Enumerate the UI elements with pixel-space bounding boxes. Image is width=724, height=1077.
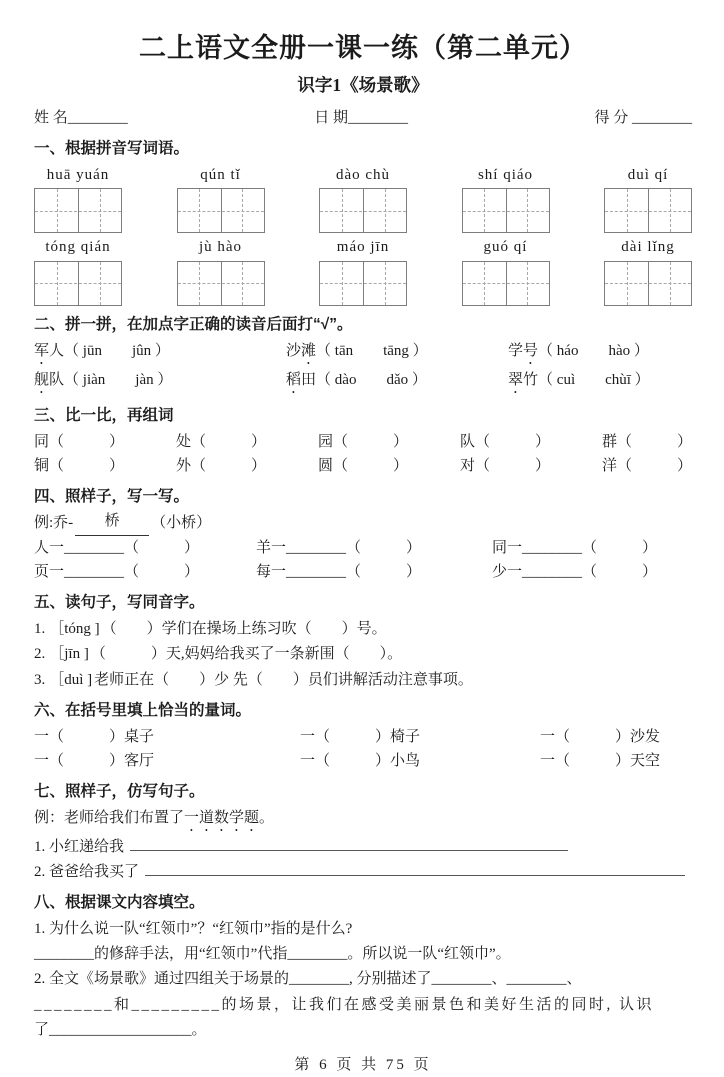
item-head: 人一 <box>34 539 65 556</box>
pinyin-label: duì qí <box>627 167 669 184</box>
paren-blank: （ ） <box>124 539 200 556</box>
noun: 椅子 <box>390 728 421 745</box>
pinyin-options: （ jūn jûn ） <box>64 342 170 359</box>
prefix-one: 一 <box>300 728 316 745</box>
score-field <box>594 107 692 130</box>
page-footer: 第 6 页 共 75 页 <box>294 1057 432 1074</box>
pinyin-options: （ cuì chùī ） <box>538 371 650 388</box>
write-line <box>130 836 568 851</box>
section2-row-1 <box>34 340 692 368</box>
word-build-item <box>602 431 692 454</box>
fill-in-line: ________和_________的场景，让我们在感受美丽景色和美好生活的同时, 认识 <box>34 996 655 1013</box>
pinyin-key: ［tóng ] <box>49 621 100 638</box>
char-add-item <box>492 561 657 584</box>
measure-word-item <box>540 750 660 773</box>
dotted-char: 稻 <box>286 371 302 388</box>
pinyin-item <box>177 236 265 305</box>
item-head: 羊一 <box>256 539 287 556</box>
pinyin-label: guó qí <box>483 239 528 256</box>
date-label: 日 期 <box>314 109 348 126</box>
char-add-item <box>34 537 256 560</box>
pronunciation-item <box>508 340 649 368</box>
paren-blank: （ ） <box>582 563 658 580</box>
pinyin-key: ［jīn ] <box>49 646 89 663</box>
section7-example <box>34 807 692 835</box>
char: 外 <box>175 458 191 475</box>
prefix-one: 一 <box>540 728 556 745</box>
word-build-item <box>602 455 692 478</box>
word-char: 人 <box>49 342 65 359</box>
pinyin-item <box>34 236 122 305</box>
writing-grid <box>319 188 407 233</box>
paren-blank: （ ） <box>474 458 550 475</box>
score-blank: ________ <box>631 109 692 126</box>
dotted-char: 翠 <box>508 371 524 388</box>
measure-word-item <box>300 750 540 773</box>
pinyin-item <box>462 164 550 233</box>
prefix-one: 一 <box>300 753 316 770</box>
sentence-starter: 爸爸给我买了 <box>49 863 140 880</box>
item-head: 少一 <box>492 563 523 580</box>
blank: ________ <box>286 539 347 556</box>
measure-word-item <box>540 726 660 749</box>
sentence-text: （ ）学们在操场上练习吹（ ）号。 <box>101 621 387 638</box>
example-suffix: （小桥） <box>151 515 212 532</box>
pinyin-item <box>604 164 692 233</box>
pronunciation-item <box>286 369 508 397</box>
paren-blank: （ ） <box>616 433 692 450</box>
pinyin-item <box>34 164 122 233</box>
section6-row-1 <box>34 726 692 749</box>
writing-grid <box>604 261 692 306</box>
blank: ________ <box>522 539 583 556</box>
section3-row-2 <box>34 455 692 478</box>
pinyin-label: máo jīn <box>336 239 390 256</box>
dotted-char: 舰 <box>34 371 50 388</box>
item-number: 1. <box>34 839 46 856</box>
pinyin-item <box>177 164 265 233</box>
pinyin-options: （ jiàn jàn ） <box>64 371 173 388</box>
homophone-item <box>34 643 692 666</box>
pinyin-row-1 <box>34 164 692 233</box>
sentence-text: （ ）天,妈妈给我买了一条新围（ ）。 <box>90 646 403 663</box>
char: 圆 <box>317 458 333 475</box>
char-add-item <box>34 561 256 584</box>
paren-blank: （ ） <box>191 433 267 450</box>
pinyin-item <box>462 236 550 305</box>
pinyin-label: dài lǐng <box>621 239 675 256</box>
paren-blank: （ ） <box>124 563 200 580</box>
fill-in-line: ________的修辞手法，用“红领巾”代指________。所以说一队“红领巾”。 <box>34 946 511 963</box>
sentence-text: 老师正在（ ）少 先（ ）员们讲解活动注意事项。 <box>94 671 473 688</box>
writing-grid <box>34 261 122 306</box>
blank: ________ <box>64 563 125 580</box>
section2-row-2 <box>34 369 692 397</box>
char-add-item <box>492 537 657 560</box>
item-number: 2. <box>34 646 46 663</box>
blank: ________ <box>64 539 125 556</box>
pinyin-label: shí qiáo <box>477 167 534 184</box>
word-build-item <box>34 431 124 454</box>
writing-grid <box>319 261 407 306</box>
name-blank: ________ <box>67 109 128 126</box>
char-add-item <box>256 537 492 560</box>
section7-heading: 七、照样子，仿写句子。 <box>34 783 205 801</box>
noun: 沙发 <box>630 728 661 745</box>
example-prefix: 例：老师给我们布置了 <box>34 810 185 827</box>
paren-blank: （ ） <box>346 563 422 580</box>
pronunciation-item <box>34 369 286 397</box>
paren-blank: （ ） <box>332 458 408 475</box>
measure-word-item <box>34 726 300 749</box>
section4-row-1 <box>34 537 692 560</box>
char: 处 <box>175 433 191 450</box>
pinyin-label: qún tǐ <box>200 167 241 184</box>
section2-heading: 二、拼一拼，在加点字正确的读音后面打“√”。 <box>34 315 353 333</box>
paren-blank: （ ） <box>49 433 125 450</box>
fill-in-line: 2. 全文《场景歌》通过四组关于场景的________, 分别描述了________、________、 <box>34 971 582 988</box>
pinyin-item <box>319 164 407 233</box>
item-number: 3. <box>34 671 46 688</box>
pinyin-options: （ dào dǎo ） <box>316 371 427 388</box>
prefix-one: 一 <box>34 728 50 745</box>
writing-grid <box>177 261 265 306</box>
word-build-item <box>176 455 266 478</box>
noun: 桌子 <box>124 728 155 745</box>
example-answer: 桥 <box>75 512 149 535</box>
writing-grid <box>34 188 122 233</box>
dotted-char: 滩 <box>301 342 317 359</box>
paren-blank: （ ） <box>49 753 125 770</box>
measure-word-item <box>300 726 540 749</box>
char: 对 <box>459 458 475 475</box>
name-label: 姓 名 <box>34 109 68 126</box>
page-title: 二上语文全册一课一练（第二单元） <box>139 33 587 63</box>
item-number: 2. <box>34 863 46 880</box>
paren-blank: （ ） <box>555 753 631 770</box>
dotted-char: 号 <box>523 342 539 359</box>
example-emphasized: 一道数学题 <box>184 810 260 827</box>
homophone-item <box>34 669 692 692</box>
char: 同 <box>34 433 50 450</box>
item-head: 每一 <box>256 563 287 580</box>
section3-heading: 三、比一比，再组词 <box>34 406 174 424</box>
fill-in-line: 1. 为什么说一队“红领巾”？“红领巾”指的是什么? <box>34 920 353 937</box>
paren-blank: （ ） <box>315 728 391 745</box>
pinyin-options: （ háo hào ） <box>538 342 649 359</box>
section1-heading: 一、根据拼音写词语。 <box>34 140 190 158</box>
paren-blank: （ ） <box>315 753 391 770</box>
prefix-one: 一 <box>540 753 556 770</box>
item-head: 同一 <box>492 539 523 556</box>
section8-heading: 八、根据课文内容填空。 <box>34 893 205 911</box>
pinyin-label: jù hào <box>198 239 243 256</box>
sentence-writing-item <box>34 836 692 859</box>
pinyin-item <box>319 236 407 305</box>
pronunciation-item <box>34 340 286 368</box>
paren-blank: （ ） <box>346 539 422 556</box>
writing-grid <box>604 188 692 233</box>
noun: 天空 <box>630 753 661 770</box>
word-build-item <box>460 431 550 454</box>
write-line <box>145 861 685 876</box>
pinyin-label: dào chù <box>335 167 391 184</box>
paren-blank: （ ） <box>191 458 267 475</box>
pronunciation-item <box>286 340 508 368</box>
pinyin-options: （ tān tāng ） <box>316 342 428 359</box>
word-char: 学 <box>508 342 524 359</box>
noun: 小鸟 <box>390 753 421 770</box>
word-build-item <box>318 431 408 454</box>
blank: ________ <box>522 563 583 580</box>
paren-blank: （ ） <box>332 433 408 450</box>
example-prefix: 例:乔- <box>34 515 74 532</box>
noun: 客厅 <box>124 753 155 770</box>
section5-heading: 五、读句子，写同音字。 <box>34 594 205 612</box>
homophone-item <box>34 618 692 641</box>
date-blank: ________ <box>348 109 408 126</box>
section3-row-1 <box>34 431 692 454</box>
paren-blank: （ ） <box>49 458 125 475</box>
dotted-char: 军 <box>34 342 50 359</box>
paren-blank: （ ） <box>616 458 692 475</box>
blank: ________ <box>286 563 347 580</box>
example-suffix: 。 <box>259 810 275 827</box>
sentence-starter: 小红递给我 <box>49 839 125 856</box>
item-number: 1. <box>34 621 46 638</box>
word-build-item <box>318 455 408 478</box>
word-char: 竹 <box>523 371 539 388</box>
char-add-item <box>256 561 492 584</box>
score-label: 得 分 <box>594 109 629 126</box>
prefix-one: 一 <box>34 753 50 770</box>
char: 队 <box>459 433 475 450</box>
paren-blank: （ ） <box>582 539 658 556</box>
writing-grid <box>462 261 550 306</box>
pinyin-row-2 <box>34 236 692 305</box>
lesson-subtitle: 识字1《场景歌》 <box>297 74 429 95</box>
measure-word-item <box>34 750 300 773</box>
writing-grid <box>177 188 265 233</box>
paren-blank: （ ） <box>555 728 631 745</box>
section6-heading: 六、在括号里填上恰当的量词。 <box>34 701 252 719</box>
date-field <box>314 107 408 130</box>
sentence-writing-item <box>34 861 692 884</box>
pinyin-item <box>604 236 692 305</box>
paren-blank: （ ） <box>49 728 125 745</box>
pinyin-label: tóng qián <box>45 239 111 256</box>
name-field <box>34 107 128 130</box>
fill-in-line: 了___________________。 <box>34 1021 207 1038</box>
name-date-score-row <box>34 107 692 130</box>
pinyin-key: ［duì ] <box>49 671 93 688</box>
word-char: 队 <box>49 371 65 388</box>
word-char: 沙 <box>286 342 302 359</box>
paren-blank: （ ） <box>474 433 550 450</box>
pinyin-label: huā yuán <box>46 167 110 184</box>
char: 洋 <box>601 458 617 475</box>
section6-row-2 <box>34 750 692 773</box>
section4-row-2 <box>34 561 692 584</box>
word-build-item <box>176 431 266 454</box>
section4-heading: 四、照样子，写一写。 <box>34 488 190 506</box>
pronunciation-item <box>508 369 650 397</box>
item-head: 页一 <box>34 563 65 580</box>
section4-example <box>34 512 692 535</box>
writing-grid <box>462 188 550 233</box>
char: 群 <box>601 433 617 450</box>
word-build-item <box>460 455 550 478</box>
char: 园 <box>317 433 333 450</box>
word-build-item <box>34 455 124 478</box>
word-char: 田 <box>301 371 317 388</box>
char: 铜 <box>34 458 50 475</box>
